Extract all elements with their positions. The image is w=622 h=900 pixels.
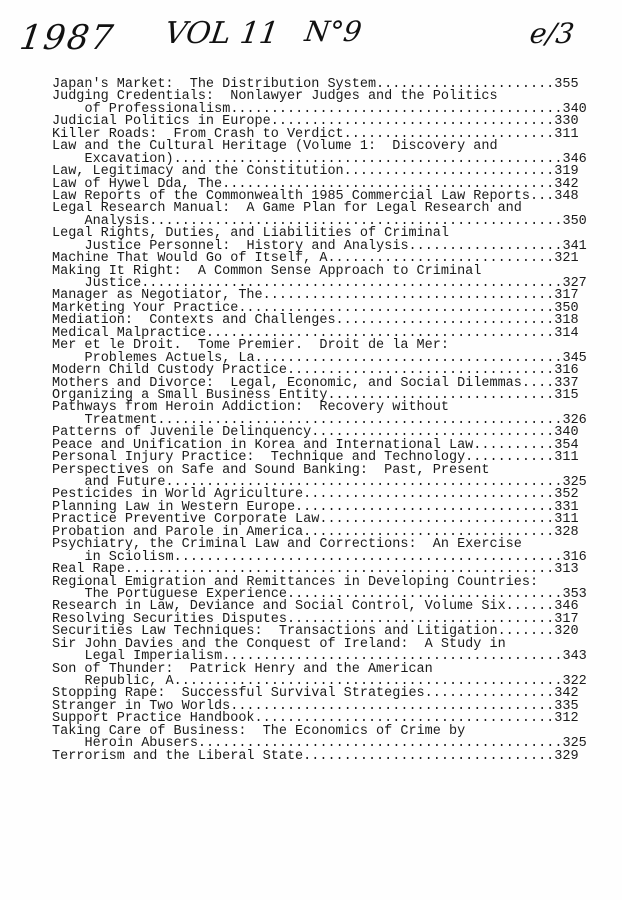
index-entry bbox=[52, 402, 612, 427]
entry-title-line: Japan's Market: The Distribution System......................355 bbox=[52, 77, 579, 92]
index-entry bbox=[52, 661, 612, 689]
entry-title-line: Planning Law in Western Europe................................331 bbox=[52, 499, 579, 515]
entry-title-line: Support Practice Handbook.....................................312 bbox=[52, 711, 579, 727]
index-entry bbox=[52, 203, 612, 228]
index-entry bbox=[52, 340, 612, 365]
index-entry bbox=[52, 574, 612, 602]
entry-title-line: Probation and Parole in America...............................328 bbox=[52, 524, 579, 540]
entry-title-line: Killer Roads: From Crash to Verdict..........................311 bbox=[52, 126, 579, 142]
entry-title-line: Taking Care of Business: The Economics of Crime by bbox=[52, 723, 466, 739]
index-entry bbox=[52, 228, 612, 253]
entry-title-line: Mer et le Droit. Tome Premier. Droit de la Mer: bbox=[52, 338, 449, 354]
entry-title-line: Stranger in Two Worlds........................................335 bbox=[52, 698, 579, 714]
entry-title-line: Terrorism and the Liberal State...............................329 bbox=[52, 748, 579, 764]
entry-title-line: Marketing Your Practice.......................................350 bbox=[52, 300, 579, 316]
entry-continuation-line: Treatment..................................................326 bbox=[84, 412, 587, 428]
entry-continuation-line: The Portuguese Experience..................................353 bbox=[84, 586, 587, 602]
entry-continuation-line: Justice Personnel: History and Analysis...................341 bbox=[84, 238, 587, 254]
entry-title-line: Peace and Unification in Korea and International Law..........354 bbox=[52, 437, 579, 453]
entry-title-line: Mediation: Contexts and Challenges...........................318 bbox=[52, 313, 579, 329]
entry-continuation-line: Analysis...................................................350 bbox=[84, 213, 587, 229]
entry-title-line: Research in Law, Deviance and Social Control, Volume Six......346 bbox=[52, 599, 579, 615]
entry-title-line: Manager as Negotiator, The....................................317 bbox=[52, 288, 579, 304]
entry-title-line: Modern Child Custody Practice.................................316 bbox=[52, 363, 579, 379]
entry-continuation-line: Heroin Abusers.............................................325 bbox=[84, 736, 587, 752]
entry-continuation-line: Excavation)................................................346 bbox=[84, 151, 587, 167]
handwritten-issue-number: N°9 bbox=[302, 15, 364, 48]
entry-title-line: Regional Emigration and Remittances in Developing Countries: bbox=[52, 574, 539, 590]
entry-title-line: Son of Thunder: Patrick Henry and the American bbox=[52, 661, 433, 677]
handwritten-volume: VOL 11 bbox=[162, 16, 281, 51]
index-entry bbox=[52, 263, 612, 291]
entry-title-line: Pesticides in World Agriculture...............................352 bbox=[52, 487, 579, 503]
entry-continuation-line: in Sciolism................................................316 bbox=[84, 549, 587, 565]
entry-title-line: Perspectives on Safe and Sound Banking: Past, Present bbox=[52, 462, 490, 478]
handwritten-copy-mark: e/3 bbox=[527, 17, 577, 50]
entry-title-line: Pathways from Heroin Addiction: Recovery without bbox=[52, 400, 449, 416]
entry-title-line: Making It Right: A Common Sense Approach to Criminal bbox=[52, 263, 482, 279]
index-entry bbox=[52, 91, 612, 116]
entry-title-line: Patterns of Juvenile Delinquency..............................340 bbox=[52, 425, 579, 441]
index-entry bbox=[52, 723, 612, 752]
entry-continuation-line: Legal Imperialism..........................................343 bbox=[84, 649, 587, 665]
entry-title-line: Medical Malpractice...........................................314 bbox=[52, 325, 579, 341]
entry-continuation-line: of Professionalism.........................................340 bbox=[84, 101, 587, 117]
entry-continuation-line: Problemes Actuels, La......................................345 bbox=[84, 350, 587, 366]
entry-title-line: Legal Rights, Duties, and Liabilities of Criminal bbox=[52, 226, 449, 242]
index-entry bbox=[52, 636, 612, 665]
entry-title-line: Judicial Politics in Europe...................................330 bbox=[52, 114, 579, 130]
entry-title-line: Resolving Securities Disputes.................................317 bbox=[52, 611, 579, 627]
entry-title-line: Law and the Cultural Heritage (Volume 1: Discovery and bbox=[52, 139, 498, 155]
index-entry bbox=[52, 539, 612, 564]
entry-title-line: Personal Injury Practice: Technique and Technology...........311 bbox=[52, 450, 579, 466]
title-index-list bbox=[52, 79, 612, 763]
entry-title-line: Organizing a Small Business Entity............................315 bbox=[52, 387, 579, 403]
entry-title-line: Sir John Davies and the Conquest of Ireland: A Study in bbox=[52, 636, 506, 652]
entry-title-line: Practice Preventive Corporate Law.............................311 bbox=[52, 512, 579, 528]
entry-title-line: Securities Law Techniques: Transactions and Litigation.......320 bbox=[52, 624, 579, 640]
entry-title-line: Legal Research Manual: A Game Plan for Legal Research and bbox=[52, 201, 522, 217]
index-entry bbox=[52, 748, 612, 764]
entry-title-line: Real Rape.....................................................313 bbox=[52, 562, 579, 578]
index-entry bbox=[52, 141, 612, 166]
entry-title-line: Mothers and Divorce: Legal, Economic, and Social Dilemmas....337 bbox=[52, 375, 579, 391]
entry-title-line: Judging Credentials: Nonlawyer Judges and the Politics bbox=[52, 89, 498, 105]
entry-title-line: Stopping Rape: Successful Survival Strategies................342 bbox=[52, 686, 579, 702]
entry-title-line: Machine That Would Go of Itself, A............................321 bbox=[52, 251, 579, 267]
entry-continuation-line: Republic, A................................................322 bbox=[84, 674, 587, 689]
entry-continuation-line: and Future.................................................325 bbox=[84, 475, 587, 490]
entry-title-line: Law, Legitimacy and the Constitution..........................319 bbox=[52, 164, 579, 180]
entry-title-line: Law Reports of the Commonwealth 1985 Commercial Law Reports...348 bbox=[52, 188, 579, 204]
handwritten-header bbox=[0, 10, 622, 70]
entry-title-line: Law of Hywel Dda, The.........................................342 bbox=[52, 176, 579, 192]
entry-continuation-line: Justice....................................................327 bbox=[84, 276, 587, 291]
handwritten-year: 1987 bbox=[17, 18, 118, 58]
entry-title-line: Psychiatry, the Criminal Law and Corrections: An Exercise bbox=[52, 537, 522, 553]
index-entry bbox=[52, 462, 612, 490]
